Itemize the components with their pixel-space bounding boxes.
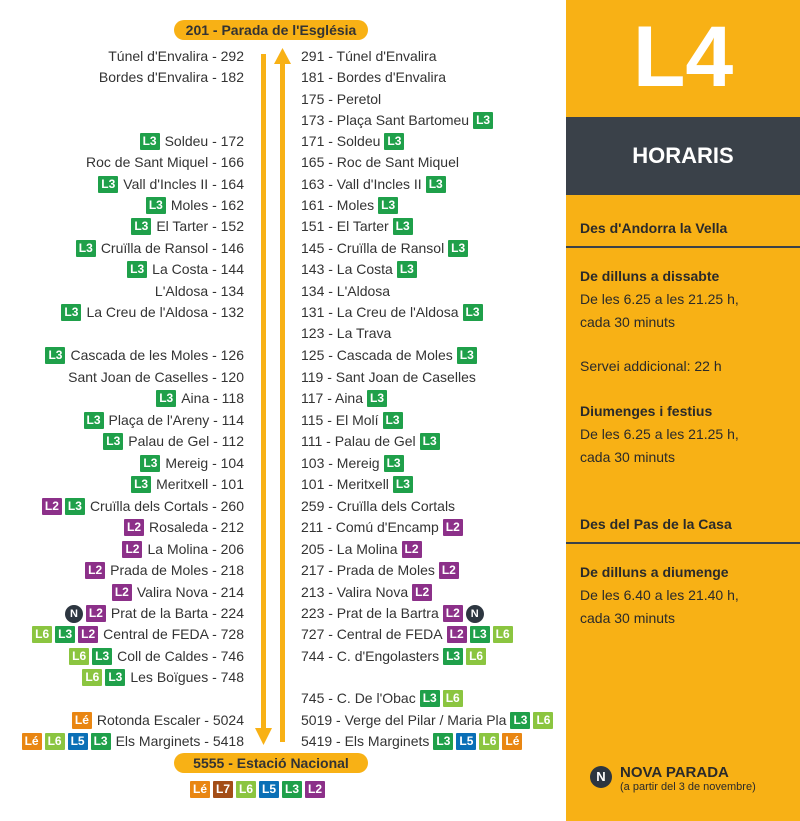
- line-badge-l3: L3: [448, 240, 468, 257]
- line-badge-l5: L5: [259, 781, 279, 798]
- stop-badges: [98, 176, 118, 193]
- stop-label: Els Marginets - 5418: [115, 733, 244, 749]
- line-badge-l2: L2: [78, 626, 98, 643]
- stop-badges: [69, 648, 112, 665]
- new-stop-date: (a partir del 3 de novembre): [620, 781, 756, 793]
- line-badge-l6: L6: [466, 648, 486, 665]
- stop-badges: [367, 390, 387, 407]
- stop-label: 259 - Cruïlla dels Cortals: [301, 498, 456, 514]
- line-badge-l3: L3: [92, 648, 112, 665]
- stop-row: [98, 174, 244, 195]
- stop-label: 125 - Cascada de Moles: [301, 347, 453, 363]
- stop-row: [301, 688, 463, 709]
- stop-label: 161 - Moles: [301, 197, 375, 213]
- stop-badges: [443, 605, 484, 623]
- stop-label: 173 - Plaça Sant Bartomeu: [301, 112, 470, 128]
- stop-row: [124, 517, 244, 538]
- stop-badges: [393, 476, 413, 493]
- line-badge-l2: L2: [402, 541, 422, 558]
- stop-label: 165 - Roc de Sant Miquel: [301, 154, 459, 170]
- horaris-heading: HORARIS: [632, 143, 734, 168]
- stop-label: 145 - Cruïlla de Ransol: [301, 240, 445, 256]
- stop-row: [301, 731, 522, 752]
- stop-label: 119 - Sant Joan de Caselles: [301, 369, 476, 385]
- stop-row: [301, 474, 413, 495]
- line-badge-l3: L3: [84, 412, 104, 429]
- stop-row: [301, 46, 437, 67]
- stop-row: [99, 67, 244, 88]
- stop-row: [68, 367, 244, 388]
- line-badge-l3: L3: [397, 261, 417, 278]
- stop-badges: [131, 476, 151, 493]
- line-badge-l2: L2: [112, 584, 132, 601]
- line-badge-le: Lé: [502, 733, 522, 750]
- additional-service: Servei addicional: 22 h: [580, 358, 722, 374]
- stop-row: [301, 710, 553, 731]
- stop-label: Cruïlla dels Cortals - 260: [89, 498, 244, 514]
- stop-badges: [112, 584, 132, 601]
- stop-badges: [85, 562, 105, 579]
- stop-badges: [124, 519, 144, 536]
- stop-label: 727 - Central de FEDA: [301, 626, 443, 642]
- line-badge-l6: L6: [443, 690, 463, 707]
- stop-row: [301, 152, 459, 173]
- stop-label: Plaça de l'Areny - 114: [108, 412, 244, 428]
- stop-label: Soldeu - 172: [164, 133, 244, 149]
- daily-hours: De les 6.40 a les 21.40 h,: [580, 587, 739, 603]
- stop-row: [84, 410, 245, 431]
- stop-label: Cruïlla de Ransol - 146: [100, 240, 244, 256]
- stop-label: 143 - La Costa: [301, 261, 393, 277]
- stop-row: [42, 496, 244, 517]
- stop-label: Roc de Sant Miquel - 166: [86, 154, 244, 170]
- stop-label: Prada de Moles - 218: [110, 562, 244, 578]
- stop-row: [103, 431, 244, 452]
- line-badge-l3: L3: [384, 133, 404, 150]
- line-title: L4: [632, 9, 734, 105]
- stop-row: [122, 539, 244, 560]
- line-badge-l6: L6: [82, 669, 102, 686]
- stop-row: [127, 259, 244, 280]
- stop-label: Aina - 118: [181, 390, 244, 406]
- stop-label: 223 - Prat de la Bartra: [301, 605, 439, 621]
- stop-row: [301, 646, 486, 667]
- stop-label: Valira Nova - 214: [136, 584, 244, 600]
- line-badge-l3: L3: [105, 669, 125, 686]
- line-legend: [190, 781, 325, 798]
- stop-label: 111 - Palau de Gel: [301, 433, 416, 449]
- stop-row: [65, 603, 244, 624]
- stop-row: [69, 646, 244, 667]
- stop-badges: [22, 733, 111, 750]
- stop-row: [301, 216, 413, 237]
- line-badge-l2: L2: [412, 584, 432, 601]
- direction-arrows: [251, 48, 291, 748]
- stop-badges: [463, 304, 483, 321]
- line-badge-l3: L3: [463, 304, 483, 321]
- line-badge-l2: L2: [447, 626, 467, 643]
- line-badge-l3: L3: [457, 347, 477, 364]
- stop-label: Túnel d'Envalira - 292: [108, 48, 244, 64]
- stop-label: Mereig - 104: [165, 455, 244, 471]
- stop-label: 101 - Meritxell: [301, 476, 389, 492]
- stop-badges: [420, 433, 440, 450]
- line-badge-l3: L3: [91, 733, 111, 750]
- stop-row: [301, 560, 459, 581]
- line-badge-l2: L2: [443, 605, 463, 622]
- stop-row: [140, 131, 244, 152]
- line-badge-le: Lé: [22, 733, 42, 750]
- stop-row: [301, 453, 404, 474]
- line-badge-l2: L2: [86, 605, 106, 622]
- stop-badges: [103, 433, 123, 450]
- line-badge-l3: L3: [146, 197, 166, 214]
- stop-row: [301, 410, 403, 431]
- stop-label: 291 - Túnel d'Envalira: [301, 48, 437, 64]
- weekday-frequency: cada 30 minuts: [580, 314, 675, 330]
- new-stop-icon: N: [590, 766, 612, 788]
- stop-badges: [433, 733, 522, 750]
- stop-row: [301, 195, 398, 216]
- stop-label: 134 - L'Aldosa: [301, 283, 391, 299]
- stop-badges: [439, 562, 459, 579]
- stop-row: [156, 388, 244, 409]
- stop-label: 5019 - Verge del Pilar / Maria Pla: [301, 712, 507, 728]
- bottom-terminus: 5555 - Estació Nacional: [174, 753, 368, 773]
- stop-label: Palau de Gel - 112: [128, 433, 244, 449]
- stop-badges: [397, 261, 417, 278]
- line-badge-l3: L3: [393, 218, 413, 235]
- daily-frequency: cada 30 minuts: [580, 610, 675, 626]
- line-badge-l6: L6: [479, 733, 499, 750]
- stop-label: 151 - El Tarter: [301, 218, 389, 234]
- stop-label: La Molina - 206: [147, 541, 244, 557]
- stop-label: 211 - Comú d'Encamp: [301, 519, 439, 535]
- stop-row: [108, 46, 244, 67]
- stop-row: [72, 710, 244, 731]
- line-badge-l3: L3: [433, 733, 453, 750]
- stop-row: [86, 152, 244, 173]
- line-badge-l3: L3: [98, 176, 118, 193]
- line-badge-l3: L3: [55, 626, 75, 643]
- line-badge-l3: L3: [426, 176, 446, 193]
- stop-row: [155, 281, 244, 302]
- weekday-hours: De les 6.25 a les 21.25 h,: [580, 291, 739, 307]
- stop-row: [301, 302, 483, 323]
- stop-label: 117 - Aina: [301, 390, 364, 406]
- stop-badges: [420, 690, 463, 707]
- line-badge-l2: L2: [124, 519, 144, 536]
- line-badge-l2: L2: [443, 519, 463, 536]
- line-badge-l6: L6: [533, 712, 553, 729]
- stop-label: 171 - Soldeu: [301, 133, 381, 149]
- stop-badges: [473, 112, 493, 129]
- stop-label: 175 - Peretol: [301, 91, 382, 107]
- top-terminus: 201 - Parada de l'Església: [174, 20, 368, 40]
- new-stop-label: NOVA PARADA: [620, 764, 729, 781]
- stop-badges: [140, 133, 160, 150]
- stop-badges: [146, 197, 166, 214]
- stop-badges: [378, 197, 398, 214]
- line-badge-l3: L3: [384, 455, 404, 472]
- line-badge-le: Lé: [72, 712, 92, 729]
- stop-label: L'Aldosa - 134: [154, 283, 244, 299]
- daily-title: De dilluns a diumenge: [580, 564, 729, 580]
- stop-row: [301, 624, 513, 645]
- line-badge-l2: L2: [42, 498, 62, 515]
- line-badge-l2: L2: [439, 562, 459, 579]
- stop-badges: [65, 605, 106, 623]
- stop-badges: [383, 412, 403, 429]
- stop-label: Vall d'Incles II - 164: [123, 176, 244, 192]
- new-stop-legend: [590, 764, 756, 793]
- stop-badges: [384, 133, 404, 150]
- stop-label: Moles - 162: [170, 197, 244, 213]
- stop-badges: [72, 712, 92, 729]
- stop-badges: [45, 347, 65, 364]
- stop-row: [301, 345, 477, 366]
- stop-badges: [127, 261, 147, 278]
- stop-row: [301, 582, 432, 603]
- stop-label: Rosaleda - 212: [149, 519, 244, 535]
- stop-row: [301, 89, 381, 110]
- line-badge-l3: L3: [61, 304, 81, 321]
- stop-row: [85, 560, 244, 581]
- line-badge-l2: L2: [122, 541, 142, 558]
- line-badge-l3: L3: [156, 390, 176, 407]
- stop-badges: [61, 304, 81, 321]
- stop-row: [301, 323, 391, 344]
- stop-row: [301, 431, 440, 452]
- horaris-band: [566, 117, 800, 195]
- stop-label: Bordes d'Envalira - 182: [98, 69, 244, 85]
- stop-label: La Creu de l'Aldosa - 132: [86, 304, 244, 320]
- stop-badges: [131, 218, 151, 235]
- stop-row: [32, 624, 244, 645]
- stop-label: 217 - Prada de Moles: [301, 562, 435, 578]
- line-badge-l6: L6: [32, 626, 52, 643]
- stop-label: Les Boïgues - 748: [130, 669, 244, 685]
- line-badge-l3: L3: [510, 712, 530, 729]
- schedule-sidebar: [566, 0, 800, 821]
- stop-badges: [412, 584, 432, 601]
- stop-row: [82, 667, 244, 688]
- line-badge-l3: L3: [420, 690, 440, 707]
- stop-row: [301, 67, 446, 88]
- stop-label: 103 - Mereig: [301, 455, 380, 471]
- stop-row: [301, 281, 390, 302]
- stop-badges: [76, 240, 96, 257]
- stop-row: [301, 238, 468, 259]
- stop-badges: [448, 240, 468, 257]
- line-badge-l2: L2: [85, 562, 105, 579]
- up-arrow-icon: [274, 48, 291, 742]
- line-badge-l3: L3: [140, 455, 160, 472]
- section-divider: [566, 542, 800, 544]
- stop-row: [301, 388, 387, 409]
- stop-label: Coll de Caldes - 746: [117, 648, 244, 664]
- stop-badges: [156, 390, 176, 407]
- line-badge-l3: L3: [76, 240, 96, 257]
- stop-row: [146, 195, 244, 216]
- stop-row: [301, 496, 455, 517]
- line-badge-l3: L3: [103, 433, 123, 450]
- stop-label: 745 - C. De l'Obac: [301, 690, 416, 706]
- stop-badges: [426, 176, 446, 193]
- sunday-hours: De les 6.25 a les 21.25 h,: [580, 426, 739, 442]
- stop-label: 213 - Valira Nova: [301, 584, 409, 600]
- stop-badges: [402, 541, 422, 558]
- stop-label: 123 - La Trava: [301, 325, 392, 341]
- stop-badges: [84, 412, 104, 429]
- stop-label: 744 - C. d'Engolasters: [301, 648, 440, 664]
- stop-badges: [447, 626, 513, 643]
- line-badge-l6: L6: [45, 733, 65, 750]
- line-badge-l3: L3: [443, 648, 463, 665]
- line-badge-l3: L3: [131, 218, 151, 235]
- stop-label: La Costa - 144: [152, 261, 244, 277]
- line-badge-l3: L3: [393, 476, 413, 493]
- stop-row: [301, 539, 422, 560]
- sunday-title: Diumenges i festius: [580, 403, 713, 419]
- stop-label: 163 - Vall d'Incles II: [301, 176, 422, 192]
- stop-badges: [384, 455, 404, 472]
- stop-badges: [122, 541, 142, 558]
- line-badge-l3: L3: [367, 390, 387, 407]
- stop-badges: [443, 648, 486, 665]
- stop-row: [301, 174, 446, 195]
- line-badge-l7: L7: [213, 781, 233, 798]
- stop-badges: [393, 218, 413, 235]
- down-arrow-icon: [255, 54, 272, 745]
- line-badge-l6: L6: [236, 781, 256, 798]
- stop-badges: [457, 347, 477, 364]
- stop-row: [76, 238, 244, 259]
- stop-row: [301, 131, 404, 152]
- stop-row: [22, 731, 244, 752]
- stop-badges: [32, 626, 98, 643]
- section-divider: [566, 246, 800, 248]
- line-badge-l3: L3: [282, 781, 302, 798]
- line-badge-l3: L3: [383, 412, 403, 429]
- stop-label: 181 - Bordes d'Envalira: [301, 69, 447, 85]
- stop-label: Prat de la Barta - 224: [110, 605, 244, 621]
- new-stop-badge: N: [65, 605, 83, 623]
- stop-row: [301, 517, 463, 538]
- line-badge-l3: L3: [131, 476, 151, 493]
- stop-badges: [443, 519, 463, 536]
- stop-row: [301, 110, 493, 131]
- stop-row: [112, 582, 244, 603]
- stop-row: [61, 302, 244, 323]
- line-badge-l6: L6: [69, 648, 89, 665]
- stop-label: Meritxell - 101: [156, 476, 244, 492]
- line-badge-l3: L3: [473, 112, 493, 129]
- sunday-frequency: cada 30 minuts: [580, 449, 675, 465]
- stop-badges: [82, 669, 125, 686]
- stop-row: [131, 216, 244, 237]
- stop-label: 115 - El Molí: [301, 412, 379, 428]
- stop-label: 205 - La Molina: [301, 541, 398, 557]
- stop-label: Cascada de les Moles - 126: [70, 347, 244, 363]
- stop-label: Central de FEDA - 728: [103, 626, 244, 642]
- line-badge-l6: L6: [493, 626, 513, 643]
- line-badge-l3: L3: [45, 347, 65, 364]
- line-badge-l3: L3: [65, 498, 85, 515]
- stop-row: [301, 259, 417, 280]
- stop-row: [131, 474, 244, 495]
- stop-row: [45, 345, 244, 366]
- stop-label: El Tarter - 152: [156, 218, 244, 234]
- stop-row: [301, 603, 484, 624]
- line-badge-l5: L5: [68, 733, 88, 750]
- section-pas-title: Des del Pas de la Casa: [580, 516, 732, 532]
- stop-label: 5419 - Els Marginets: [301, 733, 430, 749]
- stop-badges: [510, 712, 553, 729]
- line-badge-l3: L3: [470, 626, 490, 643]
- stop-row: [140, 453, 244, 474]
- stop-badges: [42, 498, 85, 515]
- line-badge-l3: L3: [378, 197, 398, 214]
- stop-badges: [140, 455, 160, 472]
- line-badge-l3: L3: [127, 261, 147, 278]
- line-badge-l2: L2: [305, 781, 325, 798]
- line-badge-le: Lé: [190, 781, 210, 798]
- stop-label: Sant Joan de Caselles - 120: [68, 369, 244, 385]
- line-badge-l3: L3: [420, 433, 440, 450]
- section-andorra-title: Des d'Andorra la Vella: [580, 220, 728, 236]
- new-stop-badge: N: [466, 605, 484, 623]
- line-badge-l3: L3: [140, 133, 160, 150]
- weekday-title: De dilluns a dissabte: [580, 268, 720, 284]
- stop-label: Rotonda Escaler - 5024: [96, 712, 244, 728]
- stop-label: 131 - La Creu de l'Aldosa: [301, 304, 459, 320]
- stop-row: [301, 367, 476, 388]
- line-badge-l5: L5: [456, 733, 476, 750]
